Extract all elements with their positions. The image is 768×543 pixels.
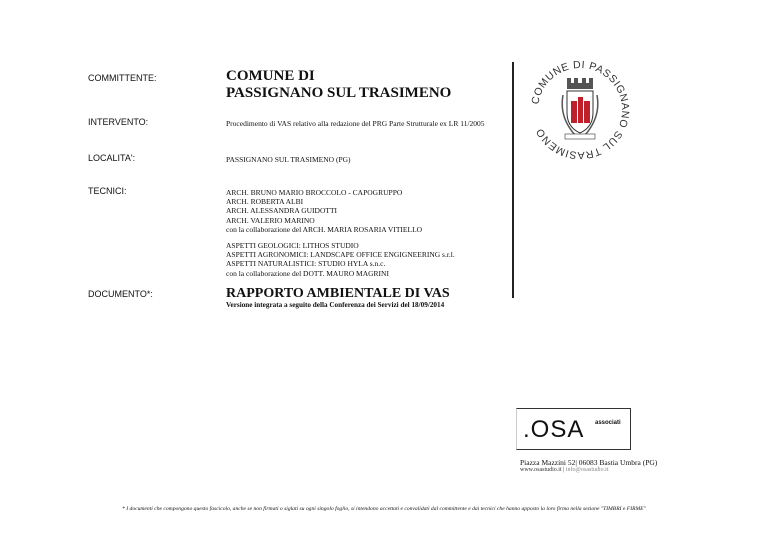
tecnico-line: con la collaborazione del ARCH. MARIA ROSARIA VITIELLO [226,224,423,234]
localita-value: PASSIGNANO SUL TRASIMENO (PG) [226,155,351,164]
tecnico-line: ARCH. VALERIO MARINO [226,215,315,225]
tecnico-line: ARCH. ALESSANDRA GUIDOTTI [226,206,338,216]
osa-logo-text: .OSA [523,416,585,443]
studio-contacts [520,467,609,473]
footnote: * I documenti che compongono questo fascicolo, anche se non firmati o siglati su ogni singolo foglio, si intendono accettati e convalidati dal committente e dai tecnici che hanno apposto la loro firma nella sezione "TIMBRI e FIRME" [122,506,646,512]
aspetti-line: con la collaborazione del DOTT. MAURO MAGRINI [226,268,389,278]
osa-logo [516,408,631,450]
localita-label: LOCALITA': [88,153,136,163]
studio-address: Piazza Mazzini 52| 06083 Bastia Umbra (PG) [520,458,658,467]
aspetti-line: ASPETTI GEOLOGICI: LITHOS STUDIO [226,241,359,250]
intervento-label: INTERVENTO: [88,117,149,127]
intervento-value: Procedimento di VAS relativo alla redazione del PRG Parte Strutturale ex LR 11/2005 [226,119,485,128]
aspetti-line: ASPETTI NATURALISTICI: STUDIO HYLA s.n.c. [226,259,386,269]
documento-title: RAPPORTO AMBIENTALE DI VAS [226,286,450,301]
tecnico-line: ARCH. BRUNO MARIO BROCCOLO - CAPOGRUPPO [226,188,403,197]
seal-ring-text: COMUNE DI PASSIGNANO SUL TRASIMENO [529,58,632,162]
contact-separator: | [561,467,566,473]
studio-website-link[interactable]: www.osastudio.it [520,467,562,473]
committente-line1: COMUNE DI [226,68,315,84]
tecnico-line: ARCH. ROBERTA ALBI [226,197,304,207]
tecnici-list [226,188,422,234]
osa-logo-suffix: associati [595,420,621,426]
committente-label: COMMITTENTE: [88,73,157,83]
municipal-seal-icon [525,55,635,165]
documento-label: DOCUMENTO*: [88,289,153,299]
committente-value [226,68,451,102]
tecnici-label: TECNICI: [88,186,127,196]
documento-subtitle: Versione integrata a seguito della Conferenza dei Servizi del 18/09/2014 [226,301,445,309]
aspetti-list [226,241,455,278]
aspetti-line: ASPETTI AGRONOMICI: LANDSCAPE OFFICE ENGIGNEERING s.r.l. [226,250,455,260]
committente-line2: PASSIGNANO SUL TRASIMENO [226,85,452,101]
vertical-divider [512,62,514,298]
studio-email-link[interactable]: info@osastudio.it [565,467,609,473]
